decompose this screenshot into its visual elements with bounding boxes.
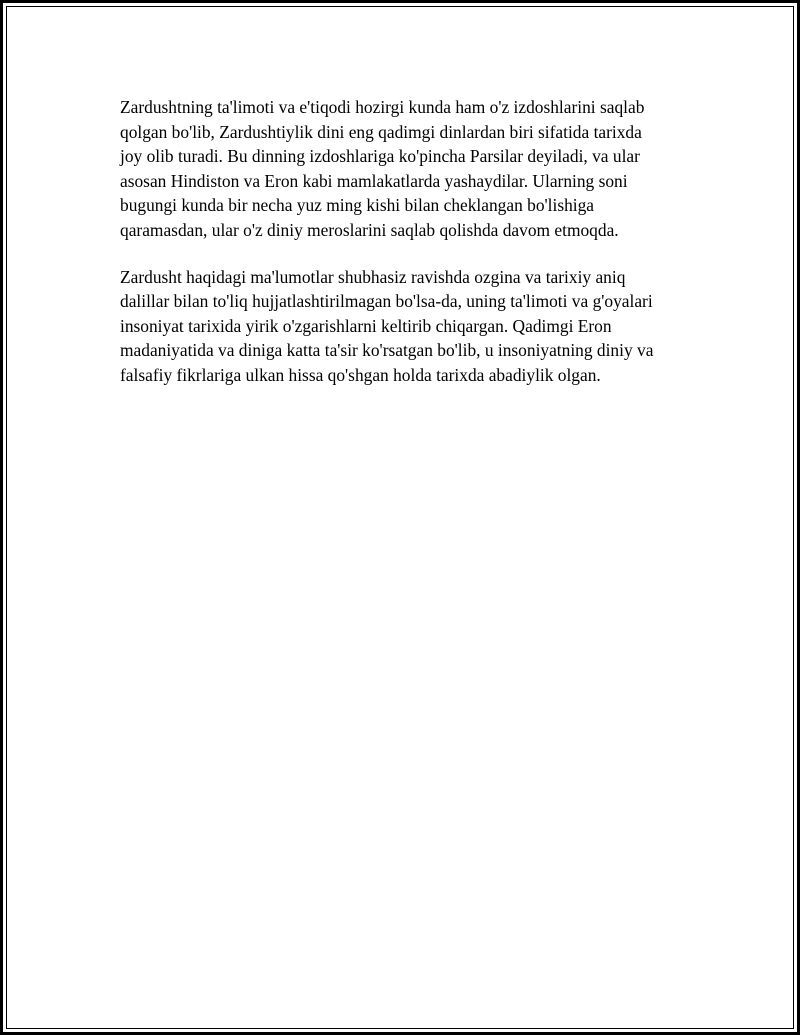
paragraph-line: dalillar bilan to'liq hujjatlashtirilmagan bo'lsa-da, uning ta'limoti va g'oyalari — [120, 291, 653, 312]
paragraph-line: joy olib turadi. Bu dinning izdoshlariga ko'pincha Parsilar deyiladi, va ular — [120, 146, 640, 167]
paragraph-2 — [120, 265, 710, 388]
paragraph-line: asosan Hindiston va Eron kabi mamlakatlarda yashaydilar. Ularning soni — [120, 170, 628, 191]
paragraph-line: insoniyat tarixida yirik o'zgarishlarni keltirib chiqargan. Qadimgi Eron — [120, 315, 612, 336]
paragraph-line: Zardusht haqidagi ma'lumotlar shubhasiz ravishda ozgina va tarixiy aniq — [120, 266, 626, 287]
paragraph-line: bugungi kunda bir necha yuz ming kishi bilan cheklangan bo'lishiga — [120, 195, 595, 216]
paragraph-line: madaniyatida va diniga katta ta'sir ko'rsatgan bo'lib, u insoniyatning diniy va — [120, 340, 654, 361]
paragraph-1 — [120, 95, 710, 243]
paragraph-line: falsafiy fikrlariga ulkan hissa qo'shgan holda tarixda abadiylik olgan. — [120, 364, 601, 385]
paragraph-line: qolgan bo'lib, Zardushtiylik dini eng qadimgi dinlardan biri sifatida tarixda — [120, 121, 642, 142]
paragraph-line: Zardushtning ta'limoti va e'tiqodi hozirgi kunda ham o'z izdoshlarini saqlab — [120, 97, 645, 117]
document-body — [120, 95, 710, 410]
paragraph-line: qaramasdan, ular o'z diniy meroslarini saqlab qolishda davom etmoqda. — [120, 219, 619, 240]
